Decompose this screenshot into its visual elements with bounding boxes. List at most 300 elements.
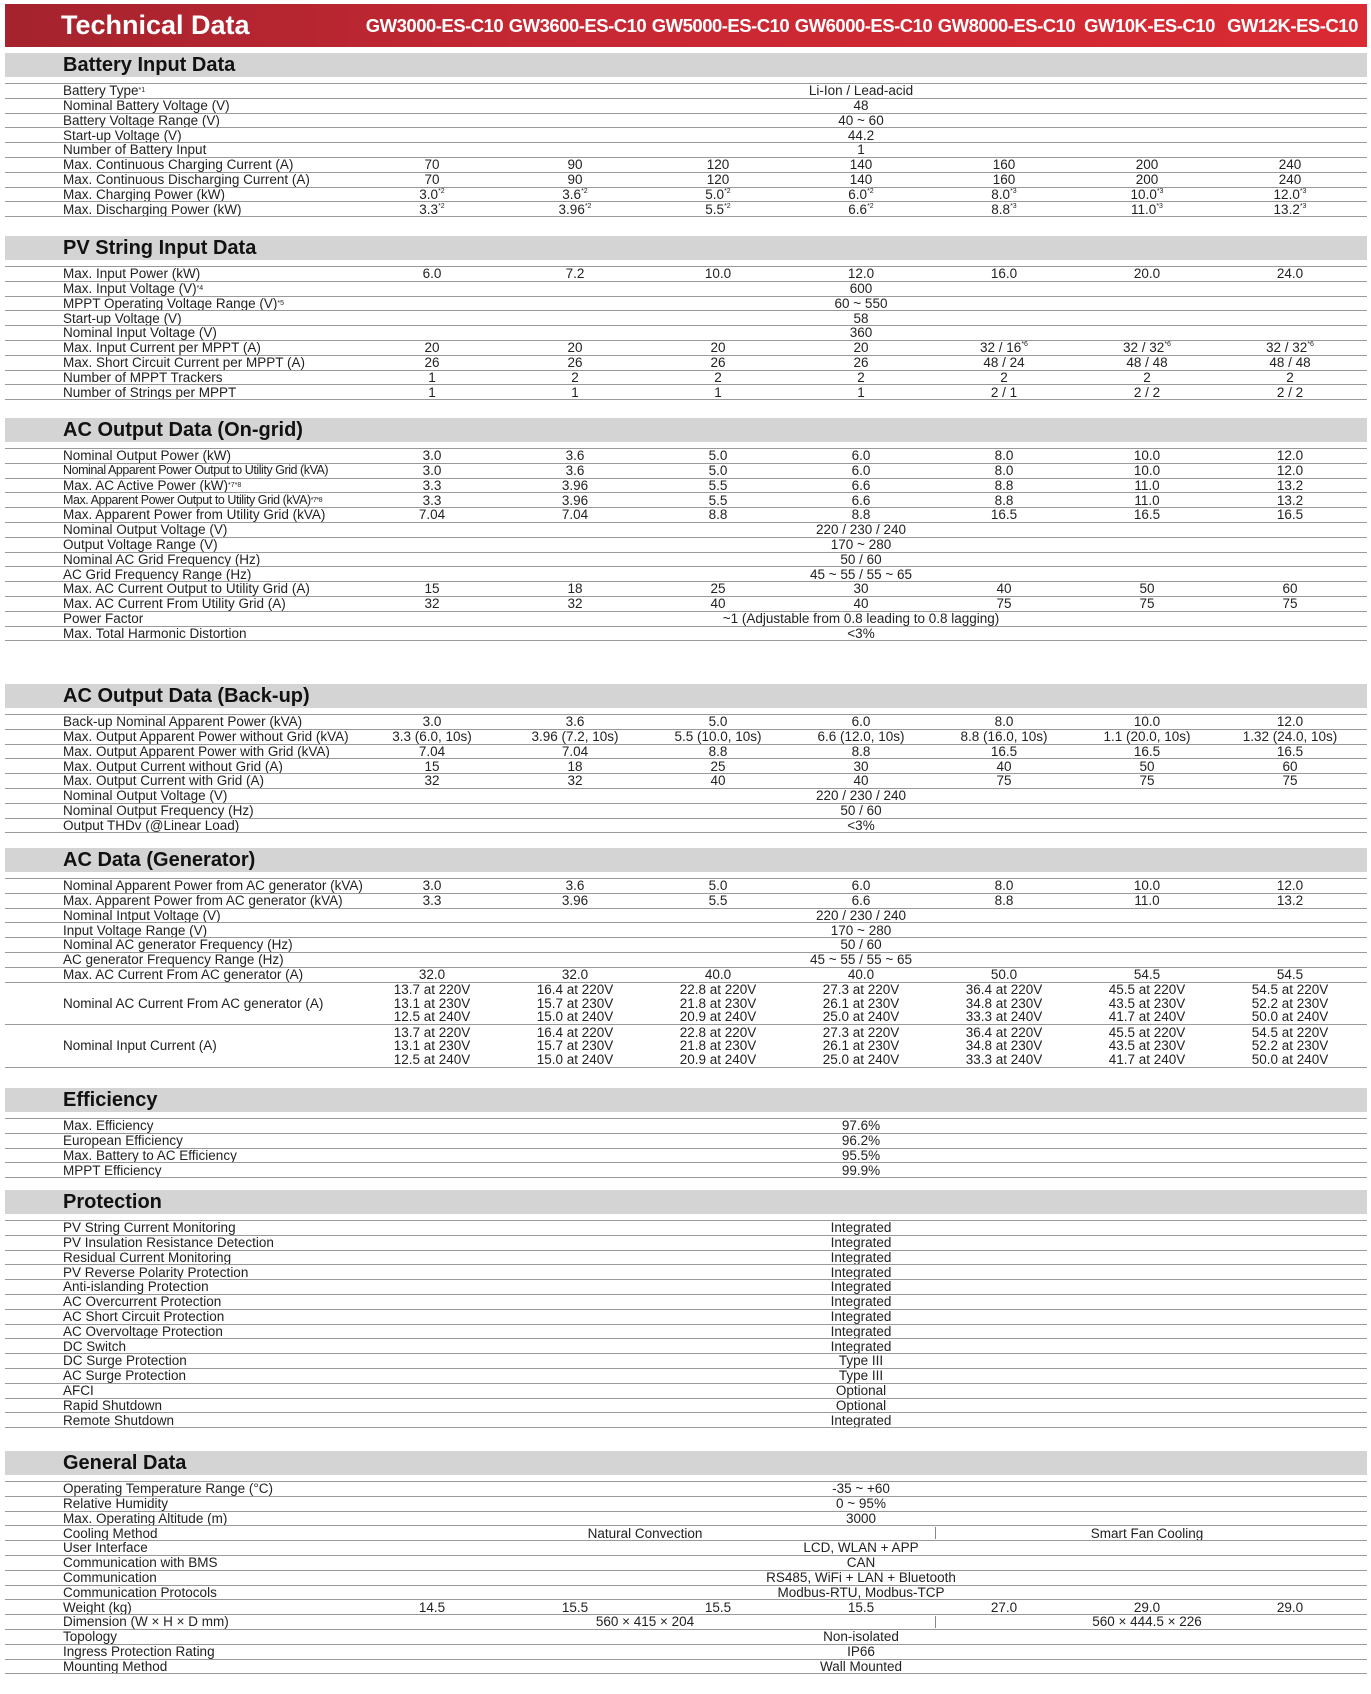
row-label-text: Nominal AC generator Frequency (Hz) xyxy=(63,937,293,953)
row-label-text: Max. Short Circuit Current per MPPT (A) xyxy=(63,354,306,370)
value-cell xyxy=(1072,730,1222,744)
value-cell xyxy=(1215,968,1365,982)
value-text: 40 xyxy=(996,758,1012,774)
row-label-text: Battery Voltage Range (V) xyxy=(63,112,220,128)
value-cell xyxy=(561,1399,1161,1413)
spec-row xyxy=(5,157,1367,172)
value-cell xyxy=(643,356,793,370)
value-text: 2 / 1 xyxy=(990,384,1018,400)
value-cell xyxy=(561,1119,1161,1133)
row-label xyxy=(63,627,247,641)
value-cell xyxy=(1072,1025,1222,1067)
value-text: 3.6 xyxy=(565,878,585,894)
value-text: 3.96 xyxy=(561,477,589,493)
value-cell xyxy=(997,1615,1297,1629)
value-line: 27.3 at 220V xyxy=(822,982,900,998)
row-label-text: Output THDv (@Linear Load) xyxy=(63,817,240,833)
value-cell xyxy=(561,282,1161,296)
value-text: Integrated xyxy=(830,1264,892,1280)
value-text: ~1 (Adjustable from 0.8 leading to 0.8 lagging) xyxy=(722,610,1000,626)
row-label-text: Nominal Battery Voltage (V) xyxy=(63,97,230,113)
value-text: 8.0 xyxy=(994,448,1014,464)
value-cell xyxy=(500,774,650,788)
value-cell xyxy=(786,371,936,385)
value-cell xyxy=(929,1025,1079,1067)
spec-row xyxy=(5,1412,1367,1427)
value-cell xyxy=(500,1025,650,1067)
row-label xyxy=(63,804,254,818)
row-label-text: AC Overcurrent Protection xyxy=(63,1294,222,1310)
row-label-text: Nominal AC Current From AC generator (A) xyxy=(63,995,324,1011)
value-cell xyxy=(786,202,936,216)
value-text: 220 / 230 / 240 xyxy=(815,522,907,538)
spec-row xyxy=(5,448,1367,463)
footnote-marker: *4 xyxy=(196,285,204,293)
value-text: 45 ~ 55 / 55 ~ 65 xyxy=(809,566,913,582)
row-label xyxy=(63,567,251,581)
value-text: 16.0 xyxy=(990,266,1018,282)
value-cell xyxy=(786,582,936,596)
value-text: Integrated xyxy=(830,1294,892,1310)
value-text: 8.8 xyxy=(994,477,1014,493)
value-line: 12.5 at 240V xyxy=(393,1009,471,1025)
value-line: 25.0 at 240V xyxy=(822,1009,900,1025)
row-label xyxy=(63,582,310,596)
value-cell xyxy=(1215,894,1365,908)
value-text: 3.3 xyxy=(422,492,442,508)
value-text: 7.04 xyxy=(418,743,446,759)
row-label xyxy=(63,1025,217,1067)
value-text: 220 / 230 / 240 xyxy=(815,907,907,923)
value-cell xyxy=(1215,188,1365,202)
value-text: 26 xyxy=(567,354,583,370)
page-title: Technical Data xyxy=(61,10,250,40)
value-cell xyxy=(643,879,793,893)
value-text: 3.96 (7.2, 10s) xyxy=(531,728,619,744)
value-text xyxy=(705,203,730,217)
value-text: 30 xyxy=(853,581,869,597)
value-text: 13.2 xyxy=(1276,477,1304,493)
row-label xyxy=(63,1221,236,1235)
value-line: 34.8 at 230V xyxy=(965,995,1043,1011)
value-cell xyxy=(786,1600,936,1614)
row-label xyxy=(63,759,283,773)
value-text: 70 xyxy=(424,171,440,187)
spec-row xyxy=(5,908,1367,923)
footnote-marker: *3 xyxy=(1156,187,1164,195)
value-text: 16.5 xyxy=(990,743,1018,759)
row-label xyxy=(63,356,305,370)
value-text: <3% xyxy=(847,625,875,641)
value-cell xyxy=(500,202,650,216)
value-cell xyxy=(643,968,793,982)
value-cell xyxy=(1072,356,1222,370)
row-label xyxy=(63,1265,248,1279)
spec-row xyxy=(5,537,1367,552)
value-cell xyxy=(1072,479,1222,493)
spec-row xyxy=(5,1585,1367,1600)
row-label-text: Max. Output Apparent Power without Grid (kVA) xyxy=(63,728,349,744)
spec-row xyxy=(5,296,1367,311)
value-text: 20 xyxy=(424,340,440,356)
section-title: Protection xyxy=(5,1190,1367,1214)
value-text: 120 xyxy=(706,157,730,173)
value-cell xyxy=(1072,158,1222,172)
row-label-text: Max. Input Voltage (V) xyxy=(63,280,197,296)
value-text: 7.04 xyxy=(561,743,589,759)
row-label-text: Max. Output Current with Grid (A) xyxy=(63,773,265,789)
value-text: 2 / 2 xyxy=(1276,384,1304,400)
value-text: 1 xyxy=(714,384,722,400)
value-cell xyxy=(500,879,650,893)
value-cell xyxy=(561,128,1161,142)
value-cell xyxy=(786,493,936,507)
row-label xyxy=(63,1280,209,1294)
value-cell xyxy=(1072,983,1222,1025)
value-cell xyxy=(929,968,1079,982)
value-cell xyxy=(786,597,936,611)
footnote-marker: *3 xyxy=(1299,187,1307,195)
value-text: 40.0 xyxy=(847,966,875,982)
section-bottom-rule xyxy=(5,1067,1367,1068)
value-text: 30 xyxy=(853,758,869,774)
value-text: 5.0 xyxy=(708,448,728,464)
row-label xyxy=(63,715,302,729)
spec-row xyxy=(5,1644,1367,1659)
value-cell xyxy=(929,597,1079,611)
value-cell xyxy=(561,789,1161,803)
row-label-text: AC Surge Protection xyxy=(63,1368,187,1384)
column-divider xyxy=(935,1527,936,1539)
value-text: 60 ~ 550 xyxy=(834,295,888,311)
value-text: 3.3 xyxy=(422,892,442,908)
value-text: 14.5 xyxy=(418,1599,446,1615)
value-cell xyxy=(357,158,507,172)
row-label xyxy=(63,1600,132,1614)
row-label-text: Nominal Output Voltage (V) xyxy=(63,788,228,804)
value-cell xyxy=(929,385,1079,399)
value-cell xyxy=(929,449,1079,463)
value-cell xyxy=(643,449,793,463)
section-title: Efficiency xyxy=(5,1088,1367,1112)
value-cell xyxy=(500,188,650,202)
row-label xyxy=(63,1541,148,1555)
value-cell xyxy=(1072,371,1222,385)
value-text: 3000 xyxy=(845,1510,877,1526)
value-cell xyxy=(357,449,507,463)
value-cell xyxy=(1072,582,1222,596)
value-text: 6.0 xyxy=(851,448,871,464)
value-cell xyxy=(357,371,507,385)
value-cell xyxy=(643,1025,793,1067)
section-bottom-rule xyxy=(5,832,1367,833)
value-text: 75 xyxy=(1282,596,1298,612)
value-line: 16.4 at 220V xyxy=(536,982,614,998)
value-cell xyxy=(561,523,1161,537)
value-text: 3.3 xyxy=(419,201,439,217)
value-cell xyxy=(561,1310,1161,1324)
value-cell xyxy=(500,158,650,172)
value-line: 13.7 at 220V xyxy=(393,982,471,998)
value-line: 27.3 at 220V xyxy=(822,1024,900,1040)
value-cell xyxy=(929,267,1079,281)
value-text: 3.6 xyxy=(565,462,585,478)
spec-row xyxy=(5,552,1367,567)
value-cell xyxy=(643,582,793,596)
spec-row xyxy=(5,201,1367,216)
row-label xyxy=(63,1149,237,1163)
footnote-marker: *1 xyxy=(138,87,146,95)
section-bottom-rule xyxy=(5,399,1367,400)
row-label xyxy=(63,538,218,552)
value-text: 560 × 415 × 204 xyxy=(595,1614,695,1630)
value-cell xyxy=(929,173,1079,187)
value-cell xyxy=(357,464,507,478)
value-cell xyxy=(786,356,936,370)
value-text: 240 xyxy=(1278,157,1302,173)
row-label-text: Output Voltage Range (V) xyxy=(63,536,218,552)
value-text: 11.0 xyxy=(1131,201,1157,217)
row-label-text: Max. Apparent Power Output to Utility Grid (kVA) xyxy=(63,493,311,508)
value-cell xyxy=(1215,267,1365,281)
value-cell xyxy=(786,188,936,202)
model-column-header: GW12K-ES-C10 xyxy=(1227,14,1358,36)
spec-row xyxy=(5,1496,1367,1511)
value-text: 32 / 32 xyxy=(1123,340,1165,356)
value-text: 25 xyxy=(710,581,726,597)
spec-row xyxy=(5,878,1367,893)
row-label-text: Nominal Output Frequency (Hz) xyxy=(63,802,254,818)
value-text: 99.9% xyxy=(841,1162,881,1178)
footnote-marker: *6 xyxy=(1307,341,1314,349)
row-label xyxy=(63,789,227,803)
value-line: 13.1 at 230V xyxy=(393,995,471,1011)
value-text: Type III xyxy=(838,1353,884,1369)
row-label-text: Mounting Method xyxy=(63,1658,168,1674)
value-cell xyxy=(1215,715,1365,729)
value-text xyxy=(562,188,587,202)
value-text: 220 / 230 / 240 xyxy=(815,788,907,804)
value-line: 15.7 at 230V xyxy=(536,995,614,1011)
spec-row xyxy=(5,492,1367,507)
value-text: 140 xyxy=(849,157,873,173)
value-text: 26 xyxy=(424,354,440,370)
spec-row xyxy=(5,384,1367,399)
value-line: 15.7 at 230V xyxy=(536,1038,614,1054)
row-label xyxy=(63,114,220,128)
footnote-marker: *3 xyxy=(1299,202,1307,210)
row-label-text: Power Factor xyxy=(63,610,144,626)
model-column-header: GW3600-ES-C10 xyxy=(508,14,647,36)
row-label xyxy=(63,968,303,982)
value-cell xyxy=(929,158,1079,172)
value-cell xyxy=(561,311,1161,325)
value-cell xyxy=(561,1541,1161,1555)
value-cell xyxy=(561,567,1161,581)
footnote-marker: *2 xyxy=(724,202,731,210)
value-text: 160 xyxy=(992,171,1016,187)
value-line: 54.5 at 220V xyxy=(1251,1024,1329,1040)
value-text: 8.8 xyxy=(994,492,1014,508)
row-label xyxy=(63,1556,218,1570)
row-label-text: Number of Strings per MPPT xyxy=(63,384,237,400)
value-cell xyxy=(929,759,1079,773)
spec-row xyxy=(5,803,1367,818)
spec-row xyxy=(5,266,1367,281)
value-cell xyxy=(643,1600,793,1614)
value-text: 6.0 xyxy=(422,266,442,282)
value-cell xyxy=(929,479,1079,493)
value-text: 3.3 (6.0, 10s) xyxy=(392,728,472,744)
row-label xyxy=(63,1369,186,1383)
value-cell xyxy=(1072,879,1222,893)
value-text: 75 xyxy=(996,596,1012,612)
footnote-marker: *7*8 xyxy=(228,481,242,489)
value-text: 1 xyxy=(428,369,436,385)
value-text: 2 xyxy=(1143,369,1151,385)
row-label-text: Nominal Apparent Power from AC generator (kVA) xyxy=(63,878,363,894)
row-label-text: Max. Continuous Charging Current (A) xyxy=(63,157,294,173)
value-cell xyxy=(500,385,650,399)
row-label-text: Nominal Input Voltage (V) xyxy=(63,325,217,341)
row-label-text: Max. Continuous Discharging Current (A) xyxy=(63,171,310,187)
value-text: 70 xyxy=(424,157,440,173)
spec-row xyxy=(5,281,1367,296)
value-text: 3.0 xyxy=(422,714,442,730)
value-text: 16.5 xyxy=(1133,743,1161,759)
row-label-text: Max. AC Active Power (kW) xyxy=(63,477,229,493)
value-cell xyxy=(786,983,936,1025)
value-line: 15.0 at 240V xyxy=(536,1051,614,1067)
value-cell xyxy=(643,745,793,759)
row-label xyxy=(63,1134,183,1148)
value-text: 3.6 xyxy=(565,448,585,464)
value-text: 11.0 xyxy=(1134,477,1160,493)
value-text: Integrated xyxy=(830,1234,892,1250)
spec-row xyxy=(5,1250,1367,1265)
value-cell xyxy=(643,493,793,507)
value-text: Integrated xyxy=(830,1338,892,1354)
row-label xyxy=(63,1645,215,1659)
value-text: 50 xyxy=(1139,581,1155,597)
row-label-text: PV Insulation Resistance Detection xyxy=(63,1234,274,1250)
value-cell xyxy=(786,1025,936,1067)
value-cell xyxy=(1215,774,1365,788)
value-cell xyxy=(786,879,936,893)
spec-row xyxy=(5,1481,1367,1496)
row-label-text: Topology xyxy=(63,1629,118,1645)
row-label-text: Ingress Protection Rating xyxy=(63,1643,215,1659)
value-cell xyxy=(1072,894,1222,908)
spec-row xyxy=(5,1118,1367,1133)
value-line: 25.0 at 240V xyxy=(822,1051,900,1067)
row-label xyxy=(63,1325,223,1339)
spec-row xyxy=(5,507,1367,522)
value-text: 20.0 xyxy=(1133,266,1161,282)
row-label xyxy=(63,1384,94,1398)
value-text: Integrated xyxy=(830,1323,892,1339)
value-cell xyxy=(929,371,1079,385)
row-label-text: Residual Current Monitoring xyxy=(63,1249,232,1265)
value-cell xyxy=(561,1265,1161,1279)
value-text: Modbus-RTU, Modbus-TCP xyxy=(777,1584,945,1600)
value-text: 5.0 xyxy=(708,878,728,894)
value-cell xyxy=(1215,341,1365,355)
row-label xyxy=(63,267,200,281)
spec-row xyxy=(5,1629,1367,1644)
value-text: 6.6 xyxy=(851,477,871,493)
value-text: 3.6 xyxy=(562,186,582,202)
value-cell xyxy=(561,1221,1161,1235)
value-cell xyxy=(500,1600,650,1614)
row-label-text: Max. Apparent Power from AC generator (kVA) xyxy=(63,892,343,908)
value-text: 8.8 xyxy=(708,743,728,759)
row-label xyxy=(63,1512,227,1526)
row-label xyxy=(63,953,284,967)
row-label xyxy=(63,99,230,113)
value-cell xyxy=(1072,508,1222,522)
value-text: 12.0 xyxy=(1276,878,1304,894)
section-bottom-rule xyxy=(5,1673,1367,1674)
value-text: Integrated xyxy=(830,1279,892,1295)
row-label xyxy=(63,938,293,952)
value-text: 360 xyxy=(849,325,873,341)
row-label xyxy=(63,923,207,937)
spec-row xyxy=(5,893,1367,908)
spec-row xyxy=(5,187,1367,202)
value-cell xyxy=(929,493,1079,507)
value-text xyxy=(419,188,444,202)
value-cell xyxy=(1072,449,1222,463)
value-cell xyxy=(643,774,793,788)
value-text: 40 xyxy=(853,596,869,612)
row-label xyxy=(63,983,323,1025)
value-text: 18 xyxy=(567,758,583,774)
value-cell xyxy=(643,479,793,493)
model-column-header: GW6000-ES-C10 xyxy=(794,14,933,36)
value-line: 22.8 at 220V xyxy=(679,1024,757,1040)
section-title: General Data xyxy=(5,1451,1367,1475)
row-label-text: Battery Type xyxy=(63,83,139,99)
row-label-text: Nominal Output Voltage (V) xyxy=(63,522,228,538)
footnote-marker: *2 xyxy=(867,202,874,210)
row-label-text: European Efficiency xyxy=(63,1132,183,1148)
technical-data-header xyxy=(5,4,1367,47)
value-cell xyxy=(1215,730,1365,744)
value-cell xyxy=(1215,1025,1365,1067)
value-line: 41.7 at 240V xyxy=(1108,1009,1186,1025)
value-text: 5.5 (10.0, 10s) xyxy=(674,728,762,744)
value-cell xyxy=(643,385,793,399)
section-title: AC Data (Generator) xyxy=(5,848,1367,872)
value-line: 36.4 at 220V xyxy=(965,1024,1043,1040)
value-text: 20 xyxy=(853,340,869,356)
value-cell xyxy=(1215,464,1365,478)
value-line: 45.5 at 220V xyxy=(1108,982,1186,998)
section-bottom-rule xyxy=(5,216,1367,217)
value-cell xyxy=(500,173,650,187)
value-text: Wall Mounted xyxy=(819,1658,903,1674)
spec-row xyxy=(5,1309,1367,1324)
row-label xyxy=(63,297,284,311)
footnote-marker: *5 xyxy=(277,299,284,307)
value-cell xyxy=(643,341,793,355)
value-text: 170 ~ 280 xyxy=(830,536,892,552)
value-line: 50.0 at 240V xyxy=(1251,1009,1329,1025)
spec-row xyxy=(5,626,1367,641)
value-text: 10.0 xyxy=(704,266,732,282)
model-column-header: GW8000-ES-C10 xyxy=(937,14,1076,36)
